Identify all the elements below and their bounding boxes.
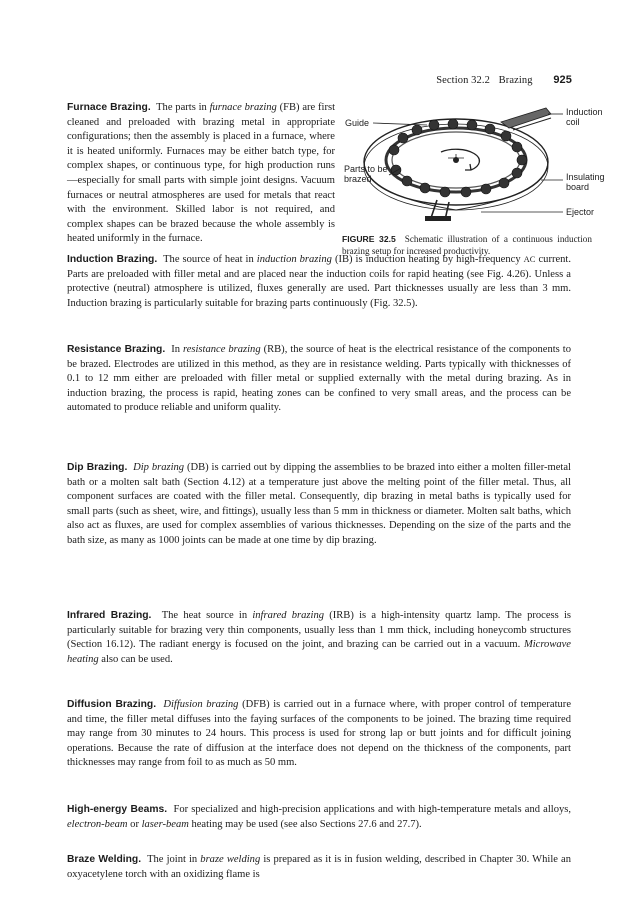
text: The source of heat in (163, 254, 257, 265)
paragraph-resistance-brazing (67, 343, 571, 416)
heading-high-energy-beams: High-energy Beams. (67, 804, 168, 815)
heading-dip-brazing: Dip Brazing. (67, 462, 128, 473)
paragraph-high-energy-beams (67, 803, 571, 832)
text: heating may be used (see also Sections 27.6 and 27.7). (188, 818, 422, 830)
caption-text: Schematic illustration of a continuous induction brazing setup for increased productivity. (342, 234, 592, 256)
label-guide: Guide (345, 118, 370, 128)
text: or (127, 818, 142, 830)
label-insulating-board: Insulating board (566, 172, 605, 192)
label-parts-to-be-brazed: Parts to be brazed (344, 164, 388, 184)
induction-brazing-figure (341, 100, 591, 225)
heading-infrared-brazing: Infrared Brazing. (67, 610, 152, 621)
page-number: 925 (553, 74, 572, 86)
term: Dip brazing (133, 462, 185, 473)
term: induction brazing (256, 254, 332, 265)
term: braze welding (200, 854, 261, 865)
figure-number: FIGURE 32.5 (342, 234, 396, 244)
text: For specialized and high-precision applications and with high-temperature metals and alloys, (173, 804, 572, 815)
text: In (171, 344, 183, 355)
text: (IB) is induction heating by high-frequency (331, 254, 524, 265)
text: also can be used. (98, 653, 173, 665)
label-induction-coil: Induction coil (566, 107, 603, 127)
heading-induction-brazing: Induction Brazing. (67, 254, 158, 265)
term: electron-beam (67, 818, 128, 830)
text: is prepared as it is in fusion welding, described in Chapter 30. While an oxyacetylene torch with an oxidizing flame is (67, 854, 571, 880)
paragraph-braze-welding (67, 853, 571, 882)
paragraph-induction-brazing (67, 252, 571, 311)
text: The joint in (147, 854, 201, 865)
text: (FB) are first cleaned and preloaded with brazing metal in appropriate configurations; then the assembly is placed in a furnace, where it is heated uniformly. Furnaces may be either batch type, for complex shapes, or continuous type, for high production runs—especially for small parts with simple joint designs. Vacuum furnaces or neutral atmospheres are used for metals that react with the environment. Skilled labor is not required, and complex shapes can be brazed because the whole assembly is heated uniformly in the furnace. (67, 102, 336, 245)
text: current. Parts are preloaded with filler metal and are placed near the induction coils for rapid heating (see Fig. 4.26). Unless a protective (neutral) atmosphere is utilized, fluxes generally are used. Part thicknesses usually are less than 3 mm. Induction brazing is particularly suitable for brazing parts continuously (Fig. 32.5). (67, 254, 571, 309)
text: The parts in (156, 102, 210, 113)
running-head (330, 74, 572, 86)
heading-braze-welding: Braze Welding. (67, 854, 142, 865)
text: (IRB) is a high-intensity quartz lamp. The process is particularly suitable for brazing very thin components, usually less than 1 mm thick, including honeycomb structures (Section 16.12). The radiant energy is focused on the joint, and brazing can be carried out in a vacuum. (67, 610, 571, 651)
heading-furnace-brazing: Furnace Brazing. (67, 102, 151, 113)
paragraph-diffusion-brazing (67, 698, 571, 771)
heading-diffusion-brazing: Diffusion Brazing. (67, 699, 157, 710)
text: The heat source in (161, 610, 253, 621)
term: laser-beam (141, 818, 189, 830)
paragraph-infrared-brazing (67, 609, 571, 667)
paragraph-dip-brazing (67, 461, 571, 549)
text: (DB) is carried out by dipping the assemblies to be brazed into either a molten filler-metal bath or a molten salt bath (Section 4.12) at a temperature just above the melting point of the filler metal. Thus, all component surfaces are coated with the filler metal. Consequently, dip brazing in metal baths is typically used for small parts (such as sheet, wire, and fittings), usually less than 5 mm in thickness or diameter. Molten salt baths, which also act as fluxes, are used for complex assemblies of various thicknesses. Depending on the size of the parts and the bath size, as many as 1000 joints can be made at one time by dip brazing. (67, 462, 571, 546)
term: Microwave heating (67, 639, 571, 665)
running-head-chapter: Brazing (498, 75, 533, 86)
paragraph-furnace-brazing (67, 101, 335, 247)
running-head-section: Section 32.2 (436, 75, 490, 86)
heading-resistance-brazing: Resistance Brazing. (67, 344, 166, 355)
text: (RB), the source of heat is the electrical resistance of the components to be brazed. Electrodes are utilized in this method, as they are in resistance welding. Parts typically with thicknesses of 0.1 to 12 mm either are preloaded with filler metal or supplied externally with the metal during brazing. As in induction brazing, the process is rapid, heating zones can be confined to very small areas, and the process can be automated to produce reliable and uniform quality. (67, 344, 571, 414)
term: infrared brazing (252, 610, 324, 621)
ac-abbrev: AC (523, 254, 536, 264)
text: (DFB) is carried out in a furnace where, with proper control of temperature and time, the filler metal diffuses into the faying surfaces of the components to be joined. The brazing time required may range from 30 minutes to 24 hours. This process is used for strong lap or butt joints and for difficult joining operations. Because the rate of diffusion at the interface does not depend on the thickness of the components, part thicknesses may range from foil to as much as 50 mm. (67, 699, 572, 769)
term: furnace brazing (209, 102, 277, 113)
term: Diffusion brazing (163, 699, 239, 710)
term: resistance brazing (183, 344, 261, 355)
label-ejector: Ejector (566, 207, 595, 217)
